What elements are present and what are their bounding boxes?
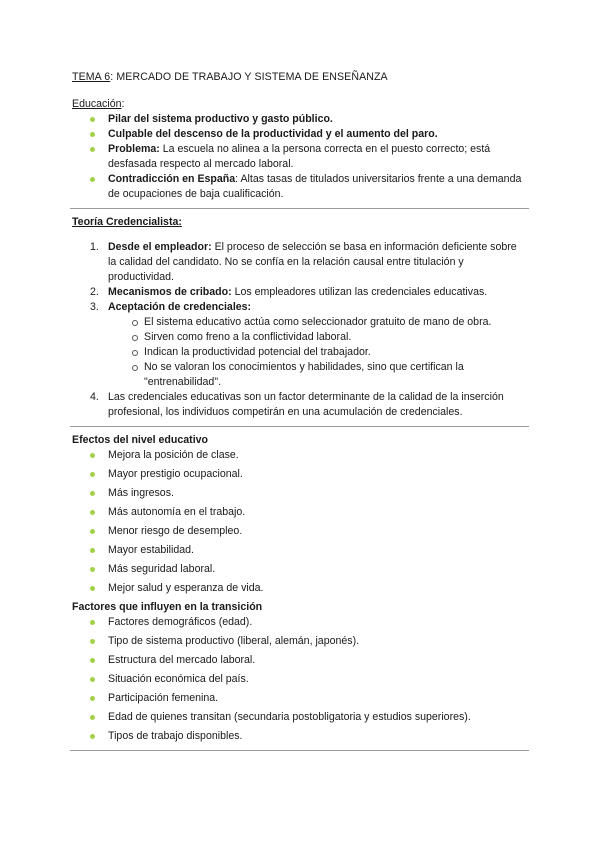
numbered-item (72, 390, 527, 420)
numbered-item (72, 300, 527, 390)
divider (70, 750, 529, 751)
document-body (72, 70, 527, 757)
item-bold: Pilar del sistema productivo y gasto público. (108, 113, 333, 125)
sub-list-item: Indican la productividad potencial del trabajador. (72, 345, 527, 360)
list-item: Más ingresos. (72, 486, 527, 501)
list-item: Menor riesgo de desempleo. (72, 524, 527, 539)
item-number: 1. (90, 241, 99, 253)
list-item: Edad de quienes transitan (secundaria postobligatoria y estudios superiores). (72, 710, 527, 725)
divider (70, 208, 529, 209)
item-number: 4. (90, 391, 99, 403)
list-item: Mayor prestigio ocupacional. (72, 467, 527, 482)
factores-list (72, 615, 527, 744)
list-item: Más autonomía en el trabajo. (72, 505, 527, 520)
item-number: 3. (90, 301, 99, 313)
list-item (72, 172, 527, 202)
title-topic-number: TEMA 6 (72, 71, 111, 83)
item-bold: Desde el empleador: (108, 241, 212, 253)
section-heading-efectos: Efectos del nivel educativo (72, 434, 208, 446)
numbered-item (72, 240, 527, 285)
item-text: Los empleadores utilizan las credenciales educativas. (231, 286, 488, 298)
item-bold: Aceptación de credenciales: (108, 301, 252, 313)
sub-list-item: No se valoran los conocimientos y habilidades, sino que certifican la "entrenabilidad". (72, 360, 527, 390)
list-item: Más seguridad laboral. (72, 562, 527, 577)
list-item: Situación económica del país. (72, 672, 527, 687)
sub-list-item: El sistema educativo actúa como seleccionador gratuito de mano de obra. (72, 315, 527, 330)
item-bold: Mecanismos de cribado: (108, 286, 232, 298)
list-item: Participación femenina. (72, 691, 527, 706)
numbered-item (72, 285, 527, 300)
educacion-heading-label: Educación (72, 98, 122, 110)
divider (70, 426, 529, 427)
item-text: La escuela no alinea a la persona correcta en el puesto correcto; está desfasada respecto al mercado laboral. (108, 143, 491, 170)
section-heading-credencialista: Teoría Credencialista: (72, 216, 182, 228)
list-item: Tipos de trabajo disponibles. (72, 729, 527, 744)
section-heading-educacion (72, 97, 527, 112)
item-bold: Contradicción en España (108, 173, 236, 185)
educacion-list (72, 112, 527, 202)
page-title (72, 70, 527, 85)
list-item: Factores demográficos (edad). (72, 615, 527, 630)
efectos-list (72, 448, 527, 596)
item-bold: Culpable del descenso de la productividad y el aumento del paro. (108, 128, 438, 140)
list-item: Mejora la posición de clase. (72, 448, 527, 463)
educacion-heading-colon: : (121, 98, 125, 110)
list-item (72, 112, 527, 127)
section-heading-factores: Factores que influyen en la transición (72, 601, 263, 613)
item-text: : Altas tasas de titulados universitarios frente a una demanda de ocupaciones de baja cualificación. (108, 173, 522, 200)
item-number: 2. (90, 286, 99, 298)
list-item (72, 127, 527, 142)
list-item: Mayor estabilidad. (72, 543, 527, 558)
title-text: : MERCADO DE TRABAJO Y SISTEMA DE ENSEÑANZA (110, 71, 388, 83)
list-item: Estructura del mercado laboral. (72, 653, 527, 668)
list-item: Mejor salud y esperanza de vida. (72, 581, 527, 596)
list-item (72, 142, 527, 172)
item-text: El proceso de selección se basa en información deficiente sobre la calidad del candidato. No se confía en la relación causal entre titulación y productividad. (108, 241, 517, 283)
sub-list-item: Sirven como freno a la conflictividad laboral. (72, 330, 527, 345)
list-item: Tipo de sistema productivo (liberal, alemán, japonés). (72, 634, 527, 649)
item-text: Las credenciales educativas son un factor determinante de la calidad de la inserción profesional, los individuos competirán en una acumulación de credenciales. (108, 391, 504, 418)
credenciales-sublist (108, 315, 527, 390)
credencialista-list (72, 240, 527, 420)
item-bold: Problema: (108, 143, 160, 155)
